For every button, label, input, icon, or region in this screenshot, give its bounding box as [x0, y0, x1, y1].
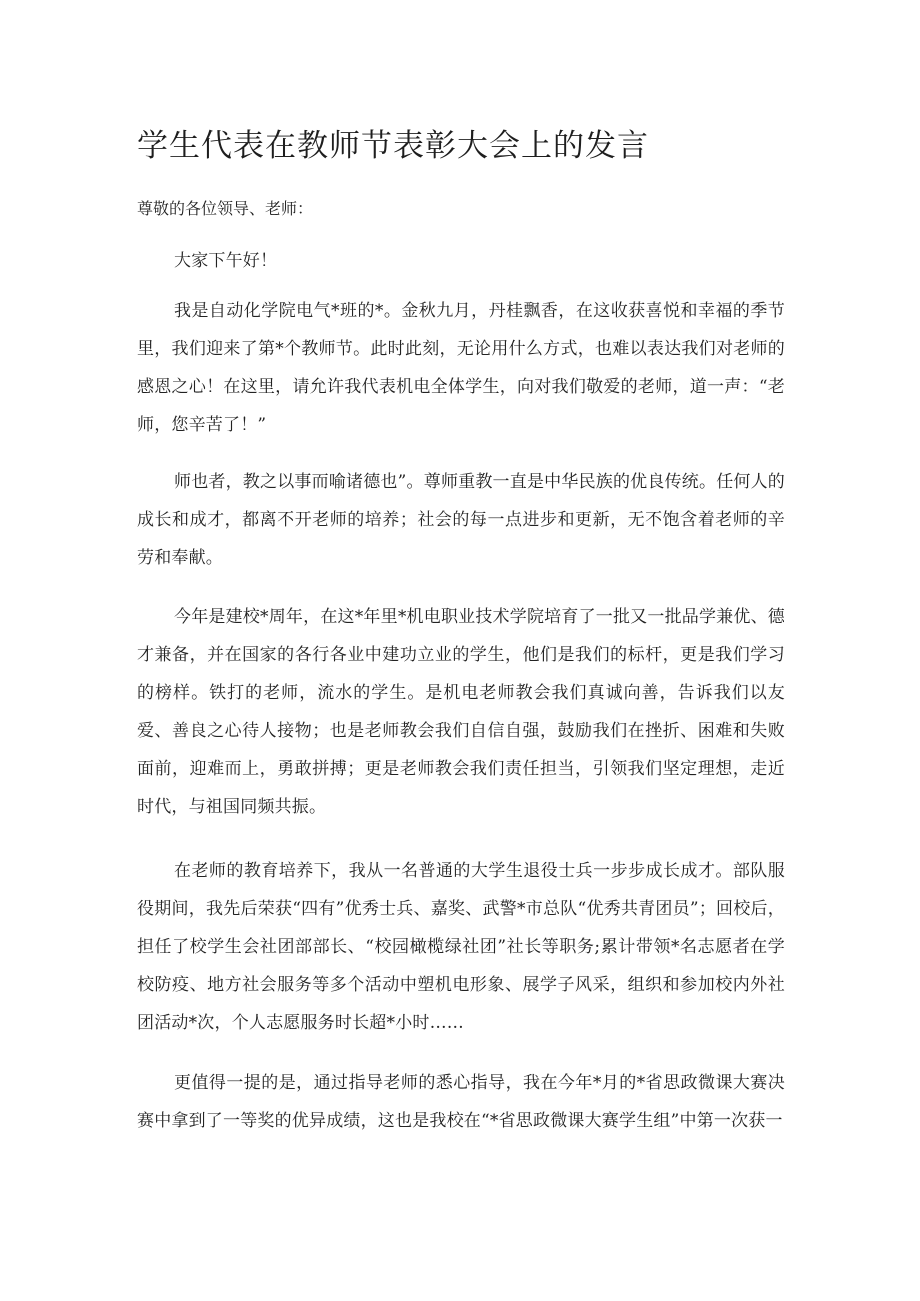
salutation: 尊敬的各位领导、老师：: [137, 199, 314, 218]
paragraph-introduction: 我是自动化学院电气*班的*。金秋九月，丹桂飘香，在这收获喜悦和幸福的季节里，我们迎来了第*个教师节。此时此刻，无论用什么方式，也难以表达我们对老师的感恩之心！在这里，请允许我代表机电全体学生，向对我们敬爱的老师，道一声：“老师，您辛苦了！”: [137, 301, 785, 435]
document-title: 学生代表在教师节表彰大会上的发言: [137, 128, 649, 164]
paragraph-award: 更值得一提的是，通过指导老师的悉心指导，我在今年*月的*省思政微课大赛决赛中拿到了一等奖的优异成绩，这也是我校在“*省思政微课大赛学生组”中第一次获一: [137, 1073, 785, 1131]
paragraph-school-anniversary: 今年是建校*周年，在这*年里*机电职业技术学院培育了一批又一批品学兼优、德才兼备，并在国家的各行各业中建功立业的学生，他们是我们的标杆，更是我们学习的榜样。铁打的老师，流水的学生。是机电老师教会我们真诚向善，告诉我们以友爱、善良之心待人接物；也是老师教会我们自信自强，鼓励我们在挫折、困难和失败面前，迎难而上，勇敢拼搏；更是老师教会我们责任担当，引领我们坚定理想，走近时代，与祖国同频共振。: [137, 607, 785, 817]
paragraph-personal-growth: 在老师的教育培养下，我从一名普通的大学生退役士兵一步步成长成才。部队服役期间，我先后荣获“四有”优秀士兵、嘉奖、武警*市总队“优秀共青团员”；回校后，担任了校学生会社团部部长、“校园橄榄绿社团”社长等职务;累计带领*名志愿者在学校防疫、地方社会服务等多个活动中塑机电形象、展学子风采，组织和参加校内外社团活动*次，个人志愿服务时长超*小时……: [137, 861, 785, 1033]
paragraph-greeting: 大家下午好！: [174, 251, 278, 271]
paragraph-respect-teachers: 师也者，教之以事而喻诸德也”。尊师重教一直是中华民族的优良传统。任何人的成长和成才，都离不开老师的培养；社会的每一点进步和更新，无不饱含着老师的辛劳和奉献。: [137, 472, 785, 568]
